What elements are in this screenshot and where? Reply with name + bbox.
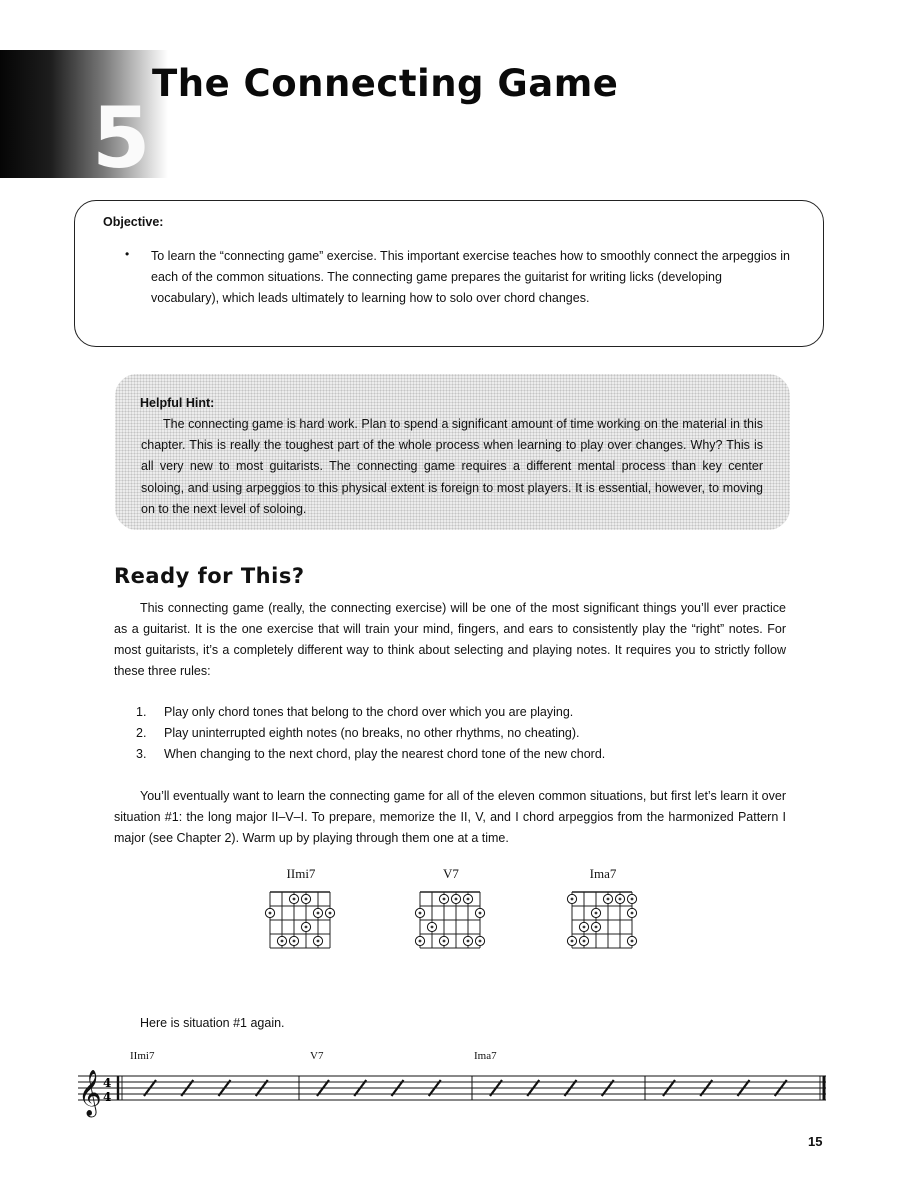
chord-symbol: Ima7 [474, 1050, 497, 1062]
rule-item [136, 702, 605, 723]
diagram-label: Ima7 [589, 866, 617, 881]
time-signature-top: 4 [103, 1076, 112, 1090]
music-staff [0, 1050, 900, 1120]
fret-dot-center [631, 940, 634, 943]
fret-dot-center [293, 898, 296, 901]
fret-dot-center [467, 940, 470, 943]
rule-number: 2. [136, 726, 147, 740]
fret-dot-center [281, 940, 284, 943]
fret-dot-center [305, 898, 308, 901]
objective-heading: Objective: [103, 215, 164, 229]
rule-item [136, 723, 605, 744]
fret-dot-center [583, 940, 586, 943]
rule-text: When changing to the next chord, play the nearest chord tone of the new chord. [164, 747, 606, 761]
rule-number: 3. [136, 747, 147, 761]
chord-symbol: V7 [310, 1050, 324, 1062]
fret-dot-center [467, 898, 470, 901]
treble-clef-icon: 𝄞 [78, 1070, 102, 1116]
fret-dot-center [571, 940, 574, 943]
fret-dot-center [479, 912, 482, 915]
fret-dot-center [619, 898, 622, 901]
fret-dot-center [631, 912, 634, 915]
fret-dot-center [479, 940, 482, 943]
fret-dot-center [607, 898, 610, 901]
fret-dot-center [293, 940, 296, 943]
fret-dot-center [317, 912, 320, 915]
rule-text: Play uninterrupted eighth notes (no breaks, no other rhythms, no cheating). [164, 726, 580, 740]
fret-dot-center [455, 898, 458, 901]
fret-dot-center [631, 898, 634, 901]
page-number: 15 [808, 1134, 823, 1149]
fret-dot-center [583, 926, 586, 929]
diagram-label: IImi7 [286, 866, 316, 881]
fret-dot-center [419, 912, 422, 915]
fret-dot-center [595, 926, 598, 929]
fret-dot-center [443, 898, 446, 901]
section-heading: Ready for This? [114, 564, 305, 588]
rule-item [136, 744, 605, 765]
rule-text: Play only chord tones that belong to the chord over which you are playing. [164, 705, 574, 719]
diagram-label: V7 [443, 866, 459, 881]
objective-text: To learn the “connecting game” exercise. This important exercise teaches how to smoothly connect the arpeggios in each of the common situations. The connecting game prepares the guitarist for writing licks (developing vocabulary), which leads ultimately to learning how to solo over chord changes. [151, 249, 790, 305]
chapter-title: The Connecting Game [152, 62, 619, 105]
fret-dot-center [443, 940, 446, 943]
fret-dot-center [329, 912, 332, 915]
section-paragraph: You’ll eventually want to learn the connecting game for all of the eleven common situations, but first let’s learn it over situation #1: the long major II–V–I. To prepare, memorize the II, V, and I chord arpeggios from the harmonized Pattern I major (see Chapter 2). Warm up by playing through them one at a time. [114, 789, 786, 845]
time-signature-bottom: 4 [103, 1090, 112, 1104]
hint-text: The connecting game is hard work. Plan to spend a significant amount of time working on the material in this chapter. This is really the toughest part of the whole process when learning to play over changes. Why? This is all very new to most guitarists. The connecting game requires a different mental process than key center soloing, and using arpeggios to this physical extent is foreign to most players. It is essential, however, to moving on to the next level of soloing. [141, 417, 763, 516]
helpful-hint-box [115, 374, 790, 530]
fret-dot-center [571, 898, 574, 901]
rules-list [136, 702, 605, 765]
bullet-icon: • [125, 247, 130, 261]
chapter-number: 5 [92, 89, 149, 187]
fret-dot-center [269, 912, 272, 915]
objective-box [74, 200, 824, 347]
chord-symbol: IImi7 [130, 1050, 155, 1062]
section-paragraph: This connecting game (really, the connecting exercise) will be one of the most significant things you’ll ever practice as a guitarist. It is the one exercise that will train your mind, fingers, and ears to consistently play the “right” notes. For most guitarists, it’s a completely different way to think about selecting and playing notes. It requires you to strictly follow these three rules: [114, 601, 786, 678]
fretboard-grid [260, 888, 342, 978]
fret-dot-center [317, 940, 320, 943]
fretboard-grid [410, 888, 492, 978]
rule-number: 1. [136, 705, 147, 719]
fret-dot-center [419, 940, 422, 943]
fret-dot-center [431, 926, 434, 929]
fret-dot-center [305, 926, 308, 929]
hint-heading: Helpful Hint: [140, 396, 215, 410]
fret-dot-center [595, 912, 598, 915]
fretboard-grid [562, 888, 644, 978]
staff-caption: Here is situation #1 again. [140, 1016, 285, 1030]
staff-lines [0, 1050, 900, 1120]
